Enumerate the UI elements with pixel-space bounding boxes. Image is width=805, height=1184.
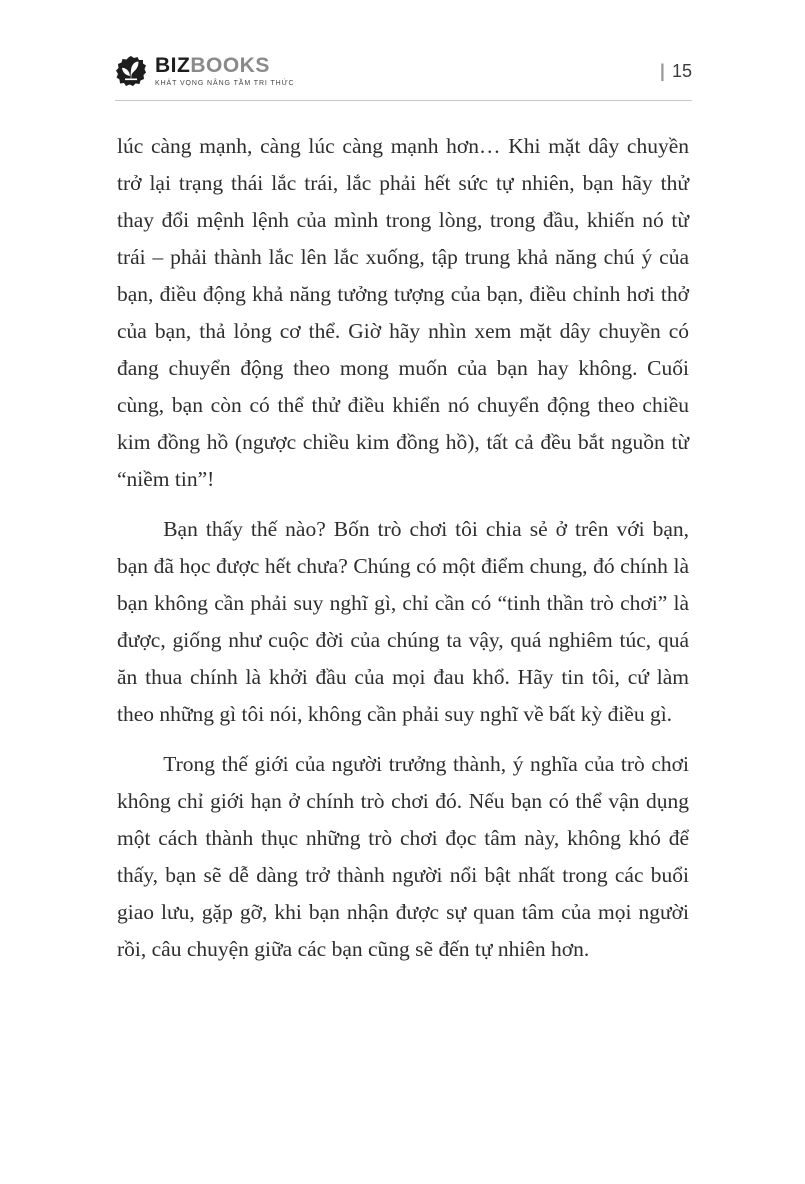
publisher-logo (115, 55, 294, 87)
page-number-separator: | (659, 60, 665, 81)
publisher-name (155, 55, 294, 76)
paragraph: Trong thế giới của người trưởng thành, ý nghĩa của trò chơi không chỉ giới hạn ở chính trò chơi đó. Nếu bạn có thể vận dụng một cách thành thục những trò chơi đọc tâm này, không khó để thấy, bạn sẽ dễ dàng trở thành người nổi bật nhất trong các buổi giao lưu, gặp gỡ, khi bạn nhận được sự quan tâm của mọi người rồi, câu chuyện giữa các bạn cũng sẽ đến tự nhiên hơn. (117, 752, 689, 961)
publisher-name-secondary: BOOKS (190, 54, 270, 77)
page-number (660, 61, 692, 82)
publisher-logo-icon (115, 55, 147, 87)
body-text (117, 128, 689, 981)
publisher-logo-text (155, 55, 294, 87)
publisher-name-primary: BIZ (155, 54, 191, 77)
paragraph: lúc càng mạnh, càng lúc càng mạnh hơn… Khi mặt dây chuyền trở lại trạng thái lắc trái, lắc phải hết sức tự nhiên, bạn hãy thử thay đổi mệnh lệnh của mình trong lòng, trong đầu, khiến nó từ trái – phải thành lắc lên lắc xuống, tập trung khả năng chú ý của bạn, điều động khả năng tưởng tượng của bạn, điều chỉnh hơi thở của bạn, thả lỏng cơ thể. Giờ hãy nhìn xem mặt dây chuyền có đang chuyển động theo mong muốn của bạn hay không. Cuối cùng, bạn còn có thể thử điều khiển nó chuyển động theo chiều kim đồng hồ (ngược chiều kim đồng hồ), tất cả đều bắt nguồn từ “niềm tin”! (117, 134, 689, 491)
page-header (115, 50, 692, 92)
page-number-value: 15 (671, 60, 692, 81)
header-divider (115, 100, 692, 101)
paragraph: Bạn thấy thế nào? Bốn trò chơi tôi chia sẻ ở trên với bạn, bạn đã học được hết chưa? Chúng có một điểm chung, đó chính là bạn không cần phải suy nghĩ gì, chỉ cần có “tinh thần trò chơi” là được, giống như cuộc đời của chúng ta vậy, quá nghiêm túc, quá ăn thua chính là khởi đầu của mọi đau khổ. Hãy tin tôi, cứ làm theo những gì tôi nói, không cần phải suy nghĩ về bất kỳ điều gì. (117, 517, 689, 726)
publisher-tagline: KHÁT VỌNG NÂNG TẦM TRI THỨC (155, 80, 295, 87)
